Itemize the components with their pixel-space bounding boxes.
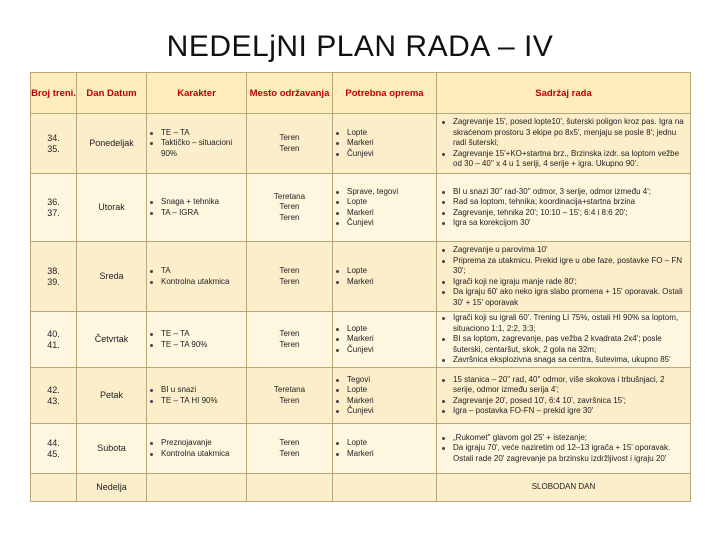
row-character bbox=[147, 368, 247, 424]
header-day: Dan Datum bbox=[77, 73, 147, 114]
row-content: SLOBODAN DAN bbox=[437, 474, 691, 502]
row-equipment bbox=[333, 242, 437, 312]
content-item: Zagrevanje u parovima 10' bbox=[437, 245, 690, 256]
row-character bbox=[147, 474, 247, 502]
character-item: Taktičko – situacioni 90% bbox=[147, 138, 246, 159]
table-row bbox=[31, 312, 691, 368]
row-day: Petak bbox=[77, 368, 147, 424]
equipment-item: Markeri bbox=[333, 334, 436, 345]
character-item: TE – TA HI 90% bbox=[147, 396, 246, 407]
table-row bbox=[31, 242, 691, 312]
equipment-item: Čunjevi bbox=[333, 406, 436, 417]
row-day: Nedelja bbox=[77, 474, 147, 502]
row-equipment bbox=[333, 474, 437, 502]
character-item: BI u snazi bbox=[147, 385, 246, 396]
equipment-item: Sprave, tegovi bbox=[333, 187, 436, 198]
content-item: Igra sa korekcijom 30' bbox=[437, 218, 690, 229]
equipment-item: Markeri bbox=[333, 449, 436, 460]
equipment-item: Čunjevi bbox=[333, 149, 436, 160]
content-item: BI sa loptom, zagrevanje, pas vežba 2 kvadrata 2x4'; posle šuterski, centaršut, skok, 2 gola na 32m; bbox=[437, 334, 690, 355]
row-place: Teren Teren bbox=[247, 312, 333, 368]
equipment-item: Lopte bbox=[333, 385, 436, 396]
character-item: TA – IGRA bbox=[147, 208, 246, 219]
character-item: Preznojavanje bbox=[147, 438, 246, 449]
row-character bbox=[147, 174, 247, 242]
row-num: 34. 35. bbox=[31, 114, 77, 174]
row-day: Ponedeljak bbox=[77, 114, 147, 174]
equipment-item: Čunjevi bbox=[333, 345, 436, 356]
row-equipment bbox=[333, 424, 437, 474]
character-item: TE – TA bbox=[147, 329, 246, 340]
content-item: Igrači koji ne igraju manje rade 80'; bbox=[437, 277, 690, 288]
content-item: Zagrevanje, tehnika 20'; 10:10 – 15'; 6:4 i 8:6 20'; bbox=[437, 208, 690, 219]
content-item: „Rukomet" glavom gol 25' + istezanje; bbox=[437, 433, 690, 444]
header-equipment: Potrebna oprema bbox=[333, 73, 437, 114]
content-item: Završnica eksplozivna snaga sa centra, šutevima, ukupno 85' bbox=[437, 355, 690, 366]
equipment-item: Lopte bbox=[333, 197, 436, 208]
equipment-item: Čunjevi bbox=[333, 218, 436, 229]
row-num: 42. 43. bbox=[31, 368, 77, 424]
equipment-item: Markeri bbox=[333, 396, 436, 407]
table-row bbox=[31, 368, 691, 424]
content-item: Igrači koji su igrali 60'. Trening LI 75%, ostali HI 90% sa loptom, situaciono 1:1, 2:2, 3:3; bbox=[437, 313, 690, 334]
row-day: Sreda bbox=[77, 242, 147, 312]
row-character bbox=[147, 424, 247, 474]
content-item: Da igraju 70', veće naziretim od 12–13 igrača + 15' oporavak. Ostali rade 20' zagrevanje pa brzinsku izdržljivost i igraju 20' bbox=[437, 443, 690, 464]
equipment-item: Markeri bbox=[333, 277, 436, 288]
row-content bbox=[437, 114, 691, 174]
character-item: Kontrolna utakmica bbox=[147, 449, 246, 460]
character-item: TA bbox=[147, 266, 246, 277]
header-row bbox=[31, 73, 691, 114]
row-num: 44. 45. bbox=[31, 424, 77, 474]
row-place: Teren Teren bbox=[247, 242, 333, 312]
page-title: NEDELjNI PLAN RADA – IV bbox=[166, 30, 554, 63]
equipment-item: Markeri bbox=[333, 138, 436, 149]
row-content bbox=[437, 424, 691, 474]
character-item: Kontrolna utakmica bbox=[147, 277, 246, 288]
row-place: Teretana Teren bbox=[247, 368, 333, 424]
row-equipment bbox=[333, 368, 437, 424]
row-place bbox=[247, 474, 333, 502]
row-content bbox=[437, 368, 691, 424]
header-num: Broj treni. bbox=[31, 73, 77, 114]
row-character bbox=[147, 114, 247, 174]
row-place: Teren Teren bbox=[247, 424, 333, 474]
equipment-item: Lopte bbox=[333, 324, 436, 335]
row-num bbox=[31, 474, 77, 502]
weekly-plan-table bbox=[30, 72, 691, 502]
content-item: Zagrevanje 15', posed lopte10', šuterski poligon kroz pas. Igra na skraćenom prostoru 3 ekipe po 8x5', menjaju se posle 8'; jednu radi šuterski; bbox=[437, 117, 690, 149]
row-character bbox=[147, 242, 247, 312]
row-character bbox=[147, 312, 247, 368]
header-content: Sadržaj rada bbox=[437, 73, 691, 114]
content-item: BI u snazi 30'' rad-30'' odmor, 3 serije, odmor između 4'; bbox=[437, 187, 690, 198]
row-num: 36. 37. bbox=[31, 174, 77, 242]
equipment-item: Lopte bbox=[333, 128, 436, 139]
row-day: Utorak bbox=[77, 174, 147, 242]
row-equipment bbox=[333, 174, 437, 242]
content-item: Rad sa loptom, tehnika; koordinacija+startna brzina bbox=[437, 197, 690, 208]
equipment-item: Lopte bbox=[333, 266, 436, 277]
content-item: 15 stanica – 20'' rad, 40'' odmor, više skokova i trbušnjaci, 2 serije, odmor između serija 4'; bbox=[437, 375, 690, 396]
table-row bbox=[31, 174, 691, 242]
row-content bbox=[437, 312, 691, 368]
character-item: Snaga + tehnika bbox=[147, 197, 246, 208]
content-item: Zagrevanje 20', posed 10', 6:4 10', završnica 15'; bbox=[437, 396, 690, 407]
content-item: Priprema za utakmicu. Prekid igre u obe faze, postavke FO – FN 30'; bbox=[437, 256, 690, 277]
equipment-item: Tegovi bbox=[333, 375, 436, 386]
row-equipment bbox=[333, 312, 437, 368]
row-num: 38. 39. bbox=[31, 242, 77, 312]
row-day: Subota bbox=[77, 424, 147, 474]
row-place: Teren Teren bbox=[247, 114, 333, 174]
row-content bbox=[437, 242, 691, 312]
content-item: Zagrevanje 15'+KO+startna brz., Brzinska izdr. sa loptom vežbe od 30 – 40'' x 4 u 1 seriji, 4 serije + igra. Ukupno 90'. bbox=[437, 149, 690, 170]
table-row bbox=[31, 114, 691, 174]
equipment-item: Markeri bbox=[333, 208, 436, 219]
row-equipment bbox=[333, 114, 437, 174]
header-place: Mesto održavanja bbox=[247, 73, 333, 114]
content-item: Igra – postavka FO-FN – prekid igre 30' bbox=[437, 406, 690, 417]
equipment-item: Lopte bbox=[333, 438, 436, 449]
table-row bbox=[31, 424, 691, 474]
row-day: Četvrtak bbox=[77, 312, 147, 368]
character-item: TE – TA bbox=[147, 128, 246, 139]
row-content bbox=[437, 174, 691, 242]
content-item: Da igraju 60' ako neko igra slabo promena + 15' oporavak. Ostali 30' + 15' oporavak bbox=[437, 287, 690, 308]
row-num: 40. 41. bbox=[31, 312, 77, 368]
character-item: TE – TA 90% bbox=[147, 340, 246, 351]
header-character: Karakter bbox=[147, 73, 247, 114]
row-place: Teretana Teren Teren bbox=[247, 174, 333, 242]
table-row bbox=[31, 474, 691, 502]
